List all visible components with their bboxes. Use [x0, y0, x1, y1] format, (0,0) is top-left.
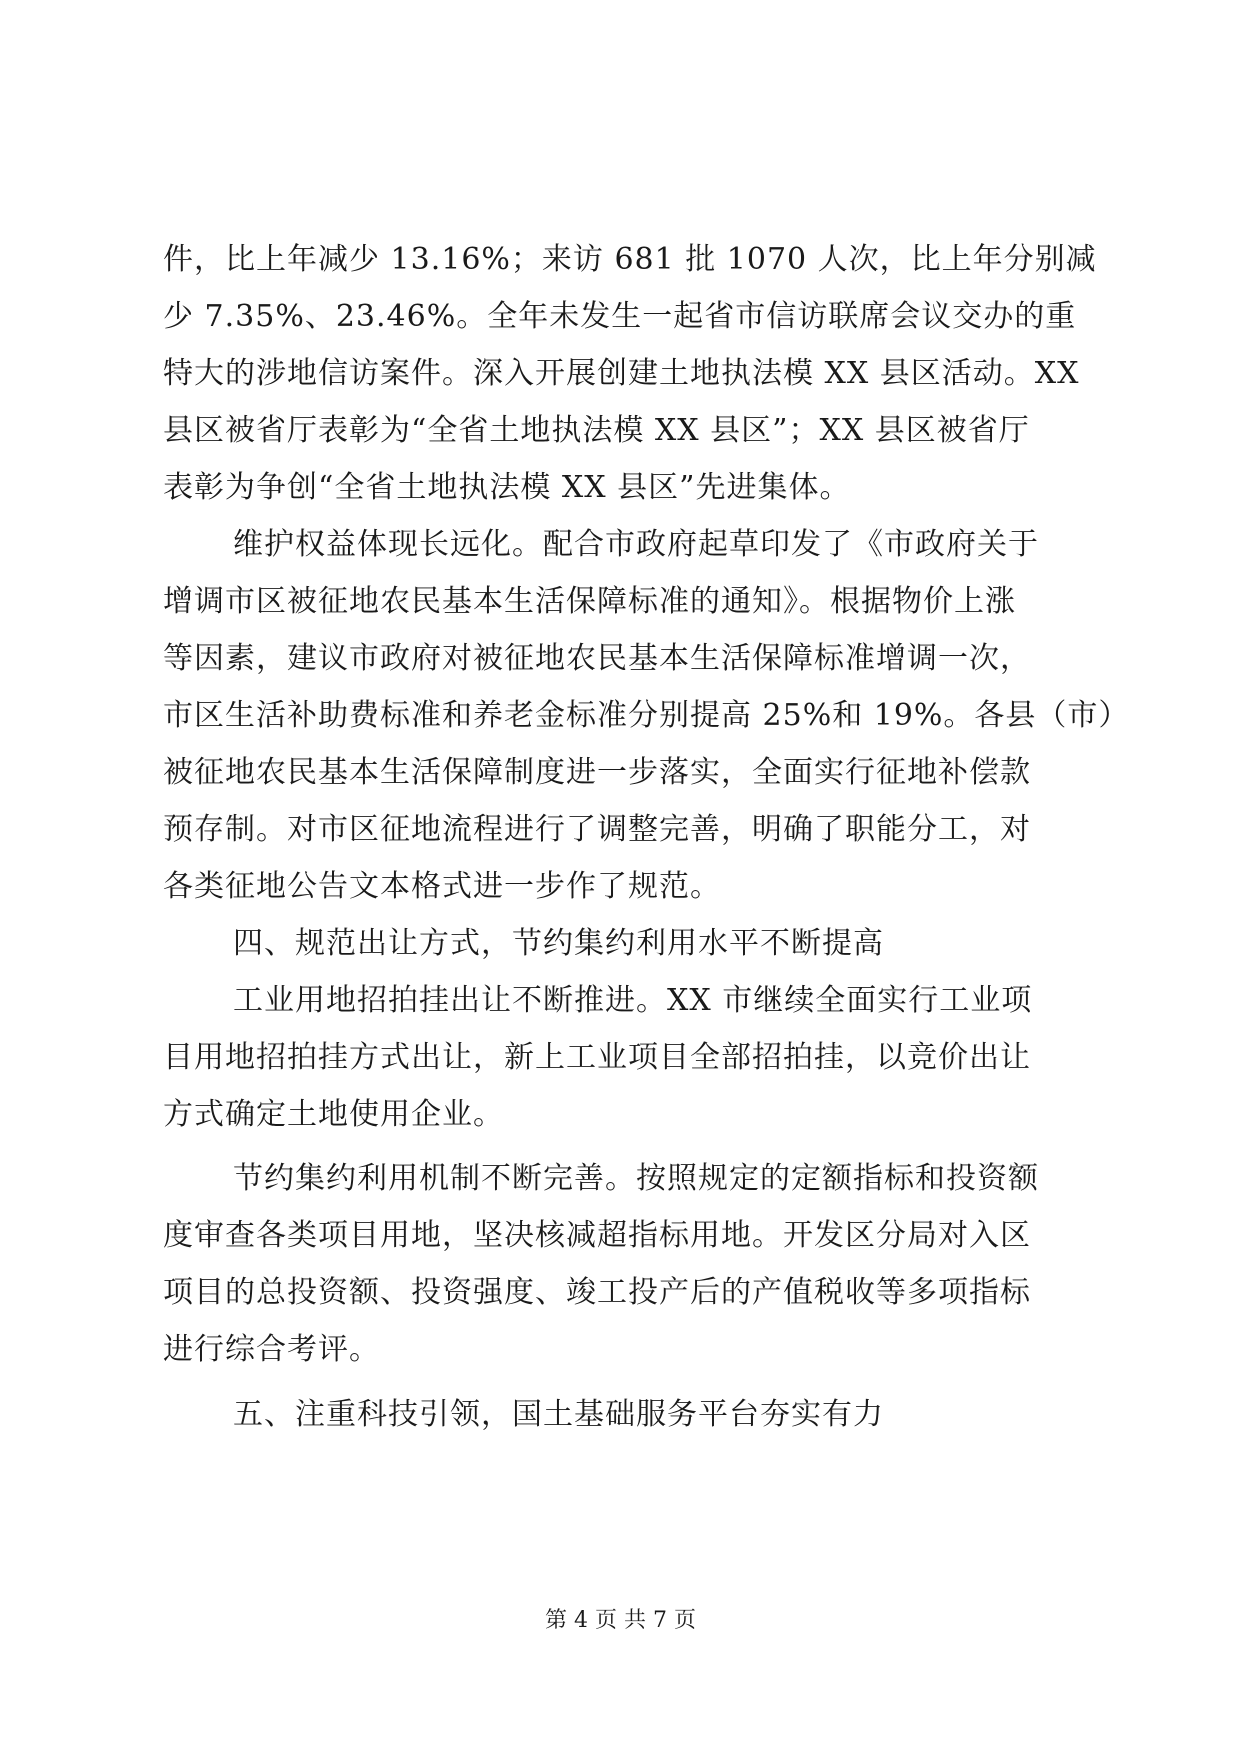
- paragraph-start-line: 节约集约利用机制不断完善。按照规定的定额指标和投资额: [233, 1161, 1039, 1196]
- paragraph-start-line: 维护权益体现长远化。配合市政府起草印发了《市政府关于: [233, 527, 1039, 562]
- body-line: 市区生活补助费标准和养老金标准分别提高 25%和 19%。各县（市）: [163, 698, 1130, 733]
- body-line: 县区被省厅表彰为“全省土地执法模 XX 县区”；XX 县区被省厅: [163, 413, 1030, 448]
- body-line: 表彰为争创“全省土地执法模 XX 县区”先进集体。: [163, 470, 851, 505]
- body-line: 特大的涉地信访案件。深入开展创建土地执法模 XX 县区活动。XX: [163, 356, 1080, 391]
- body-line: 被征地农民基本生活保障制度进一步落实，全面实行征地补偿款: [163, 755, 1031, 790]
- body-line: 少 7.35%、23.46%。全年未发生一起省市信访联席会议交办的重: [163, 299, 1077, 334]
- paragraph-start-line: 工业用地招拍挂出让不断推进。XX 市继续全面实行工业项: [233, 983, 1033, 1018]
- body-line: 增调市区被征地农民基本生活保障标准的通知》。根据物价上涨: [163, 584, 1016, 619]
- section-heading: 五、注重科技引领，国土基础服务平台夯实有力: [233, 1397, 884, 1432]
- body-line: 目用地招拍挂方式出让，新上工业项目全部招拍挂，以竞价出让: [163, 1040, 1031, 1075]
- body-line: 各类征地公告文本格式进一步作了规范。: [163, 869, 721, 904]
- body-line: 方式确定土地使用企业。: [163, 1097, 504, 1132]
- body-line: 度审查各类项目用地，坚决核减超指标用地。开发区分局对入区: [163, 1218, 1031, 1253]
- body-line: 等因素，建议市政府对被征地农民基本生活保障标准增调一次，: [163, 641, 1031, 676]
- body-line: 预存制。对市区征地流程进行了调整完善，明确了职能分工，对: [163, 812, 1031, 847]
- section-heading: 四、规范出让方式，节约集约利用水平不断提高: [233, 926, 884, 961]
- body-line: 进行综合考评。: [163, 1332, 380, 1367]
- body-line: 项目的总投资额、投资强度、竣工投产后的产值税收等多项指标: [163, 1275, 1031, 1310]
- body-line: 件，比上年减少 13.16%；来访 681 批 1070 人次，比上年分别减: [163, 242, 1097, 277]
- page-number-footer: 第 4 页 共 7 页: [545, 1608, 696, 1633]
